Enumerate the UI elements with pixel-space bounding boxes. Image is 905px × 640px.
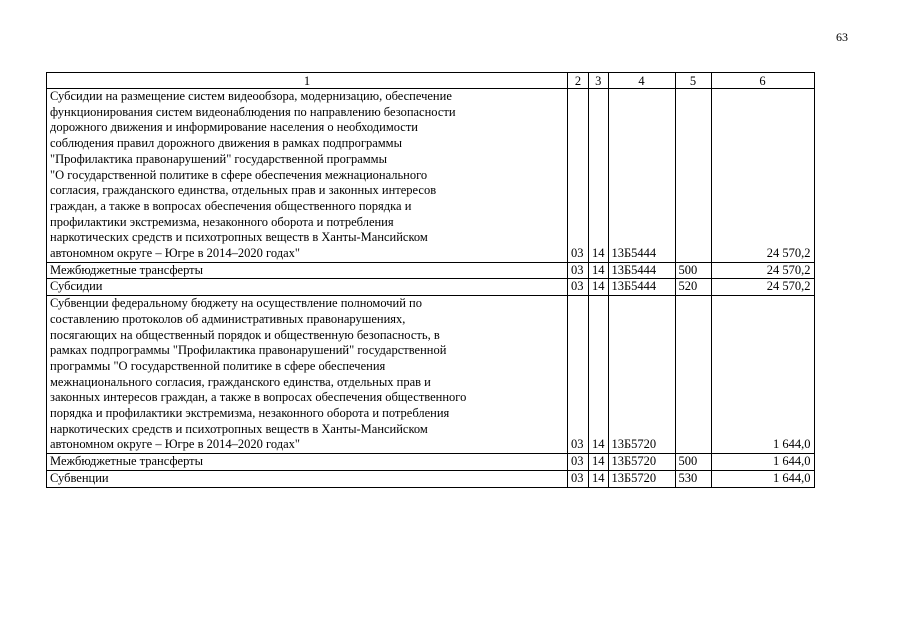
row-amount: 1 644,0 bbox=[711, 296, 814, 454]
row-subsection: 14 bbox=[589, 262, 609, 279]
row-target-code: 13Б5444 bbox=[608, 262, 675, 279]
row-target-code: 13Б5720 bbox=[608, 296, 675, 454]
row-expense-type: 530 bbox=[675, 470, 711, 487]
row-amount: 24 570,2 bbox=[711, 262, 814, 279]
row-expense-type: 500 bbox=[675, 454, 711, 471]
header-col-3: 3 bbox=[589, 73, 609, 89]
row-description: Субсидии на размещение систем видеообзора, модернизацию, обеспечение функционирования систем видеонаблюдения по направлению безопасности дорожного движения и информирование населения о необходимости соблюдения правил дорожного движения в рамках подпрограммы "Профилактика правонарушений" государственной программы "О государственной политике в сфере обеспечения межнационального согласия, гражданского единства, отдельных прав и законных интересов граждан, а также в вопросах обеспечения общественного порядка и профилактики экстремизма, незаконного оборота и потребления наркотических средств и психотропных веществ в Ханты-Мансийском автономном округе – Югре в 2014–2020 годах" bbox=[47, 89, 568, 263]
row-amount: 1 644,0 bbox=[711, 470, 814, 487]
header-col-5: 5 bbox=[675, 73, 711, 89]
table-row bbox=[47, 89, 815, 263]
row-expense-type bbox=[675, 296, 711, 454]
row-target-code: 13Б5720 bbox=[608, 470, 675, 487]
row-amount: 1 644,0 bbox=[711, 454, 814, 471]
row-description: Субсидии bbox=[47, 279, 568, 296]
row-section: 03 bbox=[568, 454, 589, 471]
row-subsection: 14 bbox=[589, 279, 609, 296]
table-row bbox=[47, 470, 815, 487]
row-subsection: 14 bbox=[589, 454, 609, 471]
row-amount: 24 570,2 bbox=[711, 89, 814, 263]
table-row bbox=[47, 296, 815, 454]
header-col-6: 6 bbox=[711, 73, 814, 89]
row-section: 03 bbox=[568, 262, 589, 279]
row-section: 03 bbox=[568, 89, 589, 263]
row-expense-type bbox=[675, 89, 711, 263]
row-subsection: 14 bbox=[589, 296, 609, 454]
page-number: 63 bbox=[836, 30, 848, 44]
table-row bbox=[47, 262, 815, 279]
row-description: Межбюджетные трансферты bbox=[47, 454, 568, 471]
row-target-code: 13Б5720 bbox=[608, 454, 675, 471]
budget-table bbox=[46, 72, 815, 488]
row-subsection: 14 bbox=[589, 470, 609, 487]
row-amount: 24 570,2 bbox=[711, 279, 814, 296]
table-header-row bbox=[47, 73, 815, 89]
header-col-4: 4 bbox=[608, 73, 675, 89]
row-subsection: 14 bbox=[589, 89, 609, 263]
row-target-code: 13Б5444 bbox=[608, 89, 675, 263]
header-col-2: 2 bbox=[568, 73, 589, 89]
row-expense-type: 500 bbox=[675, 262, 711, 279]
row-description: Субвенции bbox=[47, 470, 568, 487]
row-description: Межбюджетные трансферты bbox=[47, 262, 568, 279]
table-row bbox=[47, 279, 815, 296]
row-target-code: 13Б5444 bbox=[608, 279, 675, 296]
row-expense-type: 520 bbox=[675, 279, 711, 296]
row-description: Субвенции федеральному бюджету на осуществление полномочий по составлению протоколов об административных правонарушениях, посягающих на общественный порядок и общественную безопасность, в рамках подпрограммы "Профилактика правонарушений" государственной программы "О государственной политике в сфере обеспечения межнационального согласия, гражданского единства, отдельных прав и законных интересов граждан, а также в вопросах обеспечения общественного порядка и профилактики экстремизма, незаконного оборота и потребления наркотических средств и психотропных веществ в Ханты-Мансийском автономном округе – Югре в 2014–2020 годах" bbox=[47, 296, 568, 454]
header-col-1: 1 bbox=[47, 73, 568, 89]
row-section: 03 bbox=[568, 470, 589, 487]
row-section: 03 bbox=[568, 296, 589, 454]
row-section: 03 bbox=[568, 279, 589, 296]
table-row bbox=[47, 454, 815, 471]
